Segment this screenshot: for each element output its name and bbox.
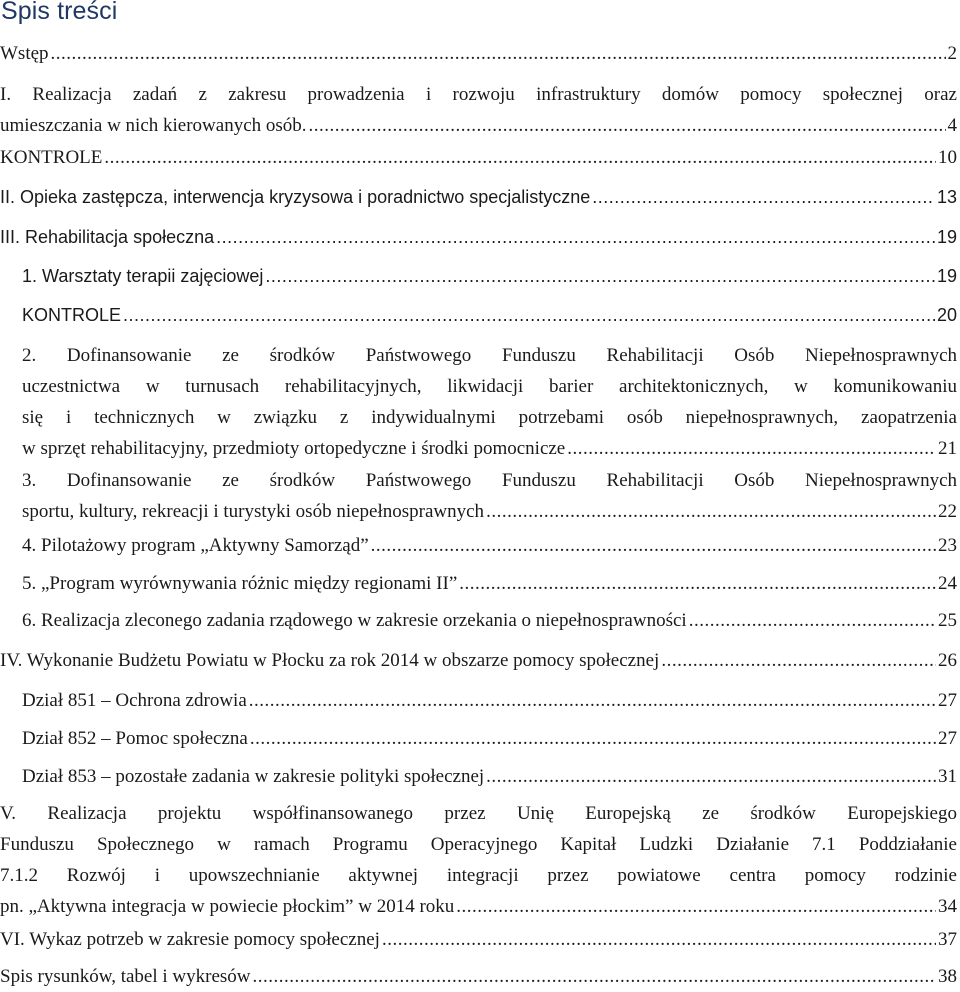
toc-entry-3-2[interactable] bbox=[22, 340, 957, 464]
toc-entry-label: Spis rysunków, tabel i wykresów bbox=[0, 966, 251, 987]
toc-entry-label: Dział 853 – pozostałe zadania w zakresie polityki społecznej bbox=[22, 766, 485, 787]
dot-leader bbox=[459, 568, 936, 599]
toc-entry-kontrole-1[interactable] bbox=[0, 142, 957, 173]
dot-leader bbox=[486, 496, 936, 527]
dot-leader bbox=[689, 605, 936, 636]
toc-entry-line: V. Realizacja projektu współfinansowanego przez Unię Europejską ze środków Europejskiego bbox=[0, 803, 957, 824]
toc-entry-label: w sprzęt rehabilitacyjny, przedmioty ortopedyczne i środki pomocnicze bbox=[22, 438, 566, 459]
toc-entry-3-5[interactable] bbox=[22, 568, 957, 599]
toc-page-number: 38 bbox=[938, 966, 957, 987]
dot-leader bbox=[371, 530, 936, 561]
dot-leader bbox=[382, 924, 936, 955]
toc-entry-label: umieszczania w nich kierowanych osób. bbox=[0, 115, 307, 136]
dot-leader bbox=[592, 182, 935, 213]
toc-entry-list-of-figures[interactable] bbox=[0, 961, 957, 992]
toc-page-number: 19 bbox=[936, 266, 957, 286]
toc-entry-label: 1. Warsztaty terapii zajęciowej bbox=[22, 266, 264, 286]
dot-leader bbox=[51, 38, 946, 69]
toc-entry-label: II. Opieka zastępcza, interwencja kryzysowa i poradnictwo specjalistyczne bbox=[0, 187, 591, 207]
toc-page-number: 13 bbox=[936, 187, 957, 207]
page-title: Spis treści bbox=[1, 0, 118, 25]
toc-page-number: 2 bbox=[947, 43, 957, 64]
toc-entry-dzial-851[interactable] bbox=[22, 685, 957, 716]
dot-leader bbox=[661, 645, 936, 676]
toc-page-number: 19 bbox=[936, 227, 957, 247]
toc-entry-line: 3. Dofinansowanie ze środków Państwowego Funduszu Rehabilitacji Osób Niepełnosprawnych bbox=[22, 470, 957, 491]
dot-leader bbox=[486, 761, 936, 792]
toc-entry-line: 7.1.2 Rozwój i upowszechnianie aktywnej integracji przez powiatowe centra pomocy rodzinie bbox=[0, 865, 957, 886]
toc-entry-dzial-853[interactable] bbox=[22, 761, 957, 792]
toc-page-number: 27 bbox=[938, 728, 957, 749]
dot-leader bbox=[104, 142, 936, 173]
toc-entry-label: VI. Wykaz potrzeb w zakresie pomocy społecznej bbox=[0, 929, 380, 950]
toc-entry-label: III. Rehabilitacja społeczna bbox=[0, 227, 215, 247]
toc-entry-line: się i technicznych w związku z indywidualnymi potrzebami osób niepełnosprawnych, zaopatrzenia bbox=[22, 407, 957, 428]
toc-entry-dzial-852[interactable] bbox=[22, 723, 957, 754]
toc-entry-line: Funduszu Społecznego w ramach Programu Operacyjnego Kapitał Ludzki Działanie 7.1 Poddziałanie bbox=[0, 834, 957, 855]
toc-entry-kontrole-2[interactable] bbox=[22, 300, 957, 331]
toc-page-number: 22 bbox=[938, 501, 957, 522]
toc-entry-label: 4. Pilotażowy program „Aktywny Samorząd” bbox=[22, 535, 369, 556]
dot-leader bbox=[250, 723, 936, 754]
dot-leader bbox=[253, 961, 937, 992]
toc-entry-3-4[interactable] bbox=[22, 530, 957, 561]
toc-entry-chapter-5[interactable] bbox=[0, 798, 957, 922]
toc-entry-wstep[interactable] bbox=[0, 38, 957, 69]
dot-leader bbox=[309, 110, 946, 141]
dot-leader bbox=[567, 433, 936, 464]
toc-page-number: 34 bbox=[938, 896, 957, 917]
toc-page-number: 10 bbox=[938, 147, 957, 168]
toc-page-number: 25 bbox=[938, 610, 957, 631]
toc-entry-label: IV. Wykonanie Budżetu Powiatu w Płocku za rok 2014 w obszarze pomocy społecznej bbox=[0, 650, 660, 671]
toc-page-number: 21 bbox=[938, 438, 957, 459]
toc-entry-label: Dział 851 – Ochrona zdrowia bbox=[22, 690, 247, 711]
toc-entry-chapter-4[interactable] bbox=[0, 645, 957, 676]
toc-entry-3-3[interactable] bbox=[22, 465, 957, 527]
toc-entry-chapter-6[interactable] bbox=[0, 924, 957, 955]
toc-entry-chapter-1[interactable] bbox=[0, 79, 957, 141]
toc-page-number: 27 bbox=[938, 690, 957, 711]
toc-entry-line: uczestnictwa w turnusach rehabilitacyjnych, likwidacji barier architektonicznych, w komunikowaniu bbox=[22, 376, 957, 397]
toc-page-number: 20 bbox=[936, 305, 957, 325]
dot-leader bbox=[249, 685, 936, 716]
toc-entry-label: Wstęp bbox=[0, 43, 49, 64]
toc-entry-line: 2. Dofinansowanie ze środków Państwowego Funduszu Rehabilitacji Osób Niepełnosprawnych bbox=[22, 345, 957, 366]
toc-entry-chapter-3[interactable] bbox=[0, 222, 957, 253]
toc-page-number: 4 bbox=[947, 115, 957, 136]
toc-page-number: 31 bbox=[938, 766, 957, 787]
toc-page-number: 37 bbox=[938, 929, 957, 950]
toc-entry-label: 5. „Program wyrównywania różnic między regionami II” bbox=[22, 573, 458, 594]
toc-entry-label: KONTROLE bbox=[0, 147, 103, 168]
dot-leader bbox=[456, 891, 936, 922]
toc-entry-chapter-2[interactable] bbox=[0, 182, 957, 213]
dot-leader bbox=[216, 222, 935, 253]
toc-entry-label: 6. Realizacja zleconego zadania rządowego w zakresie orzekania o niepełnosprawności bbox=[22, 610, 687, 631]
dot-leader bbox=[123, 300, 935, 331]
toc-entry-label: pn. „Aktywna integracja w powiecie płockim” w 2014 roku bbox=[0, 896, 455, 917]
toc-entry-line: I. Realizacja zadań z zakresu prowadzenia i rozwoju infrastruktury domów pomocy społecznej oraz bbox=[0, 84, 957, 105]
toc-page-number: 26 bbox=[938, 650, 957, 671]
toc-entry-label: Dział 852 – Pomoc społeczna bbox=[22, 728, 248, 749]
toc-entry-3-6[interactable] bbox=[22, 605, 957, 636]
toc-page-number: 24 bbox=[938, 573, 957, 594]
dot-leader bbox=[265, 261, 935, 292]
toc-entry-label: KONTROLE bbox=[22, 305, 122, 325]
toc-entry-label: sportu, kultury, rekreacji i turystyki osób niepełnosprawnych bbox=[22, 501, 485, 522]
toc-entry-3-1[interactable] bbox=[22, 261, 957, 292]
toc-page-number: 23 bbox=[938, 535, 957, 556]
